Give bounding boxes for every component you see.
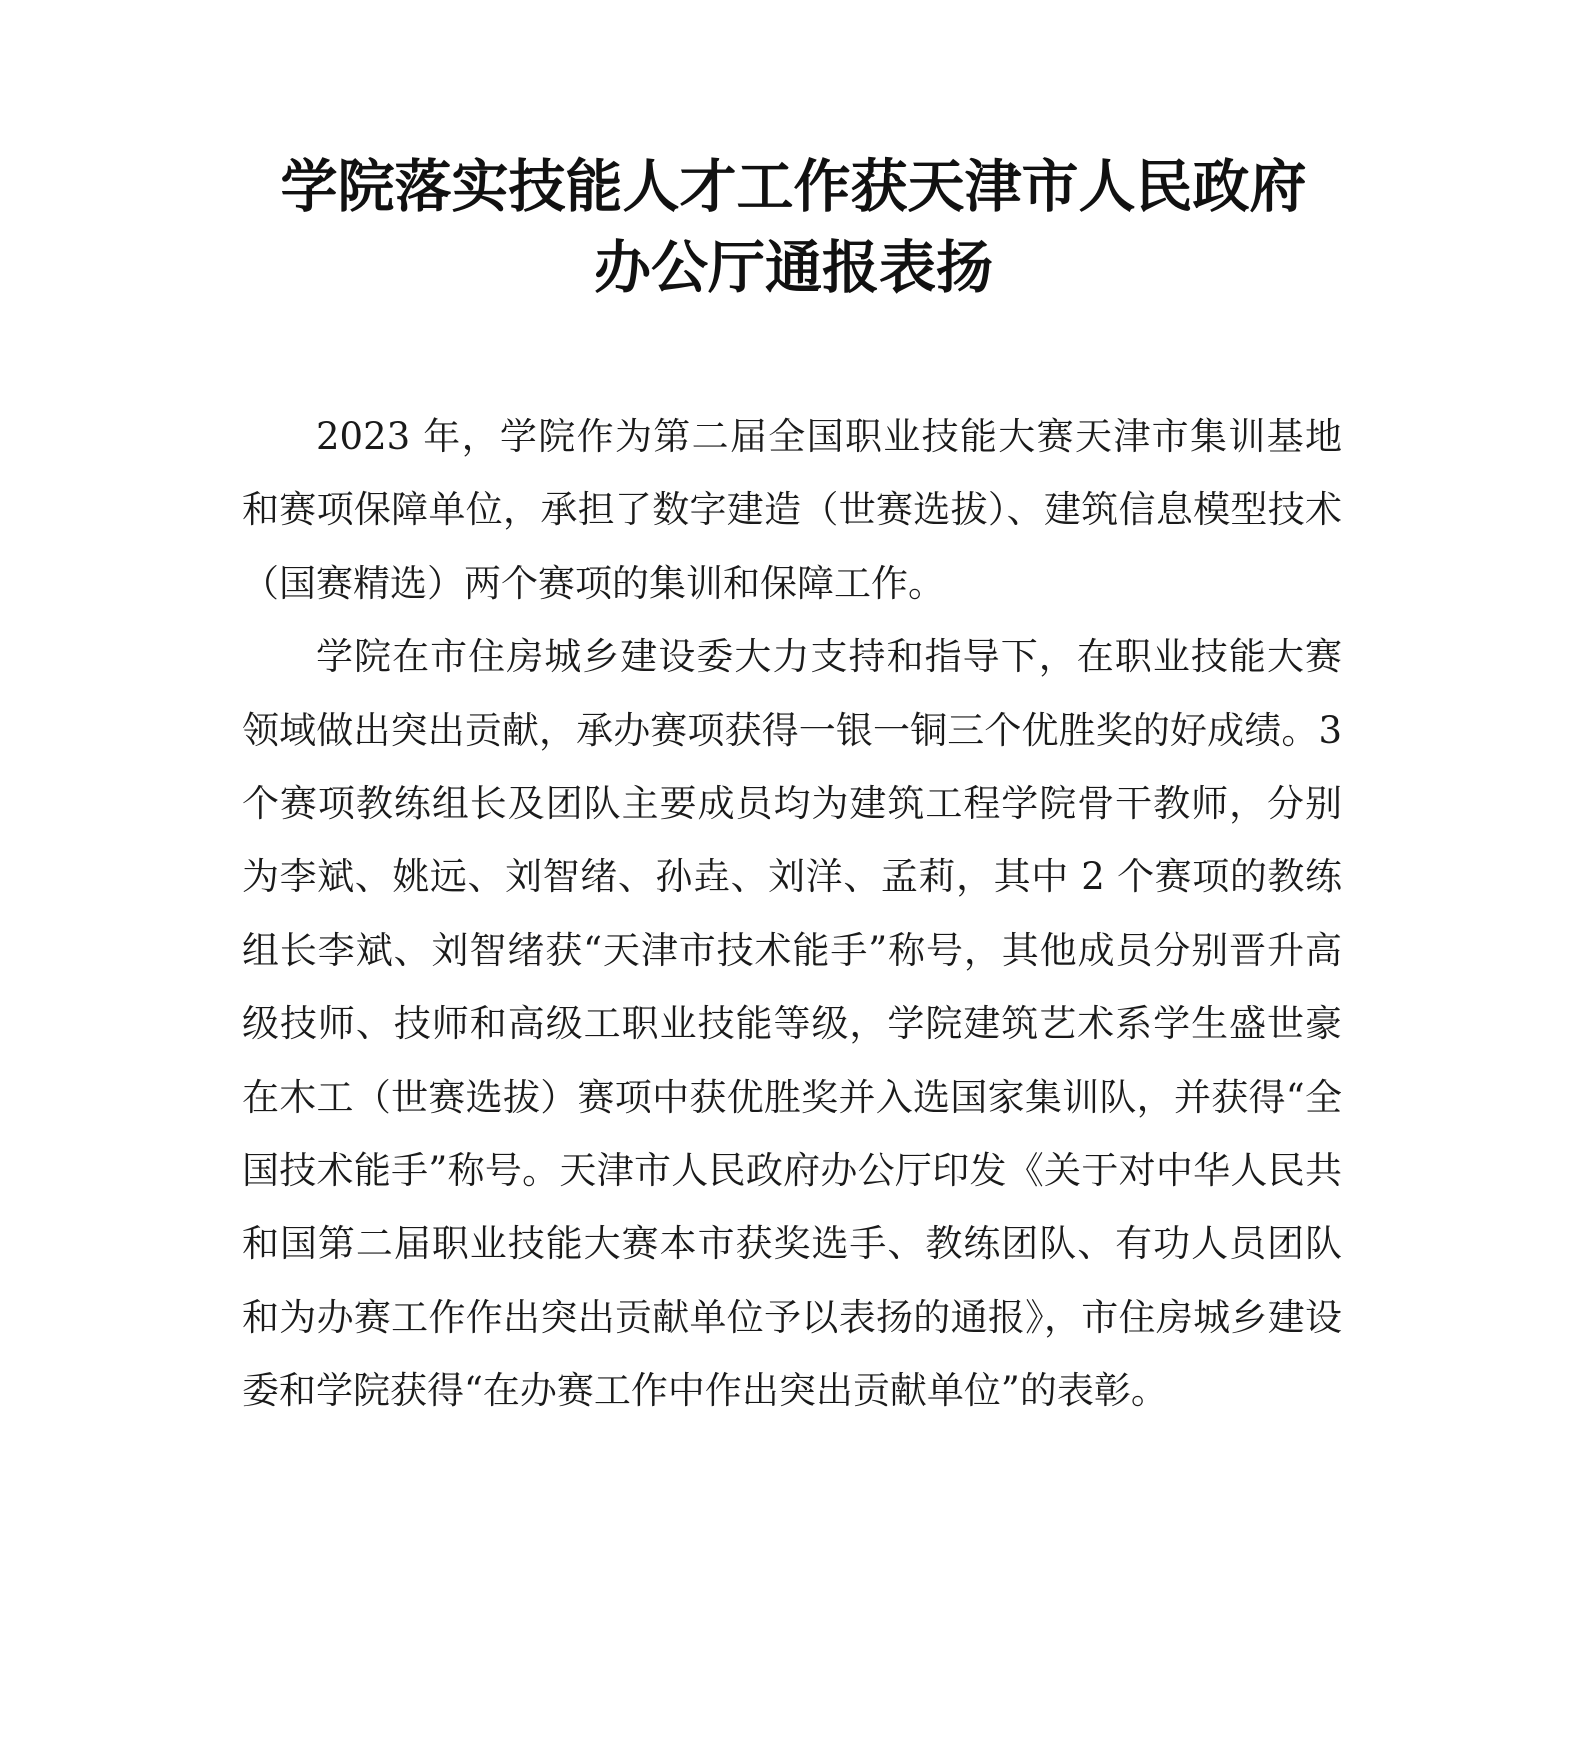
paragraph: 2023 年，学院作为第二届全国职业技能大赛天津市集训基地和赛项保障单位，承担了数字建造（世赛选拔）、建筑信息模型技术（国赛精选）两个赛项的集训和保障工作。 [242, 415, 1342, 605]
document-title-line-2: 办公厅通报表扬 [594, 234, 993, 301]
paragraph: 学院在市住房城乡建设委大力支持和指导下，在职业技能大赛领域做出突出贡献，承办赛项获得一银一铜三个优胜奖的好成绩。3 个赛项教练组长及团队主要成员均为建筑工程学院骨干教师，分别为李斌、姚远、刘智绪、孙垚、刘洋、孟莉，其中 2 个赛项的教练组长李斌、刘智绪获“天津市技术能手”称号，其他成员分别晋升高级技师、技师和高级工职业技能等级，学院建筑艺术系学生盛世豪在木工（世赛选拔）赛项中获优胜奖并入选国家集训队，并获得“全国技术能手”称号。天津市人民政府办公厅印发《关于对中华人民共和国第二届职业技能大赛本市获奖选手、教练团队、有功人员团队和为办赛工作作出突出贡献单位予以表扬的通报》，市住房城乡建设委和学院获得“在办赛工作中作出突出贡献单位”的表彰。 [242, 635, 1342, 1413]
document-title-line-1: 学院落实技能人才工作获天津市人民政府 [280, 153, 1307, 220]
document-body [242, 400, 1342, 1428]
